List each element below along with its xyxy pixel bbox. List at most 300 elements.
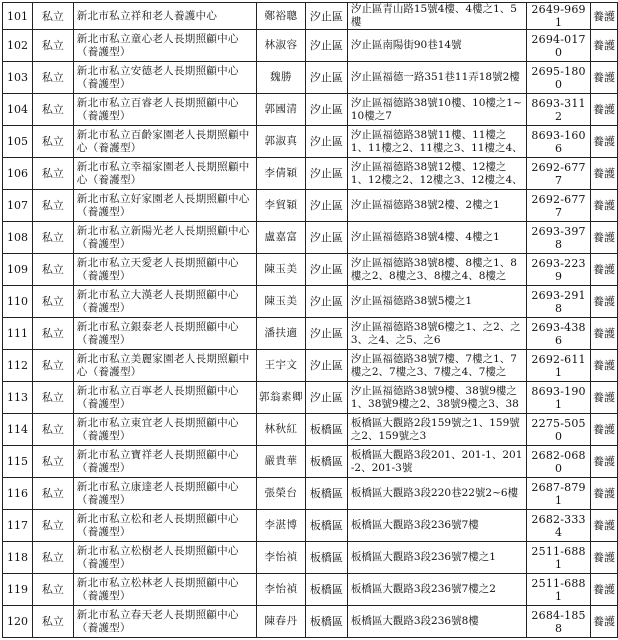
table-row [3,158,618,190]
ownership-type [32,414,73,446]
row-number-text: 116 [6,487,28,500]
care-type [590,158,617,190]
address [347,62,526,94]
ownership-type-text: 私立 [41,327,64,340]
care-type-text: 養護 [592,583,615,596]
row-number [3,478,33,510]
owner-name-text: 李怡禎 [264,583,298,595]
table-row [3,62,618,94]
facility-name [73,446,256,478]
district-text: 汐止區 [309,327,343,340]
ownership-type-text: 私立 [41,583,64,596]
ownership-type-text: 私立 [41,199,64,212]
row-number [3,446,33,478]
phone-number [527,446,591,478]
facility-name [73,382,256,414]
row-number-text: 120 [6,615,28,628]
phone-number-text: 2684-1858 [531,608,586,635]
facility-name-text: 新北市私立祥和老人養護中心 [76,9,218,22]
district-text: 汐止區 [309,231,343,244]
ownership-type [32,158,73,190]
district [305,382,347,414]
district [305,286,347,318]
facility-name-text: 新北市私立松和老人長期照顧中心（養護型） [76,512,239,538]
phone-number-text: 2694-0170 [531,32,586,59]
owner-name [257,3,306,30]
ownership-type-text: 私立 [41,39,64,52]
care-type [590,510,617,542]
row-number-text: 117 [6,519,28,532]
address [347,574,526,606]
row-number [3,62,33,94]
address [347,254,526,286]
row-number-text: 108 [6,231,28,244]
facility-name [73,190,256,222]
ownership-type-text: 私立 [41,487,64,500]
ownership-type-text: 私立 [41,295,64,308]
row-number [3,286,33,318]
address-text: 板橋區大觀路3段236號8樓 [350,615,479,627]
row-number [3,382,33,414]
owner-name-text: 陳春丹 [264,615,298,627]
facility-name [73,478,256,510]
care-type [590,94,617,126]
care-type [590,446,617,478]
district [305,3,347,30]
facility-name-text: 新北市私立天愛老人長期照顧中心（養護型） [76,256,239,282]
ownership-type [32,190,73,222]
phone-number [527,542,591,574]
district-text: 板橋區 [309,455,343,468]
phone-number-text: 2693-2239 [531,256,586,283]
row-number-text: 119 [6,583,28,596]
district [305,542,347,574]
district [305,254,347,286]
address [347,3,526,30]
facility-name [73,574,256,606]
address [347,350,526,382]
row-number [3,574,33,606]
phone-number-text: 2649-9691 [531,3,586,29]
address [347,478,526,510]
care-type-text: 養護 [592,9,615,23]
district-text: 汐止區 [309,199,343,212]
ownership-type [32,30,73,62]
care-type-text: 養護 [592,71,615,84]
ownership-type [32,286,73,318]
row-number-text: 101 [6,9,28,23]
care-type-text: 養護 [592,263,615,276]
ownership-type-text: 私立 [41,551,64,564]
table-row [3,574,618,606]
district [305,606,347,638]
table-row [3,3,618,30]
owner-name [257,222,306,254]
owner-name-text: 潘扶適 [264,327,298,339]
phone-number-text: 2693-4386 [531,320,586,347]
care-type-text: 養護 [592,103,615,116]
owner-name-text: 李怡禎 [264,551,298,563]
address-text: 汐止區南陽街90巷14號 [350,39,462,51]
phone-number [527,318,591,350]
facility-name [73,126,256,158]
district-text: 汐止區 [309,103,343,116]
care-type-text: 養護 [592,199,615,212]
facility-name-text: 新北市私立松樹老人長期照顧中心（養護型） [76,544,239,570]
address [347,158,526,190]
care-type-text: 養護 [592,551,615,564]
owner-name-text: 郭翁素卿 [259,391,304,403]
district [305,414,347,446]
address-text: 汐止區福德路38號2樓、2樓之1 [350,199,500,211]
owner-name-text: 張榮台 [264,487,298,499]
facility-name-text: 新北市私立康達老人長期照顧中心（養護型） [76,480,239,506]
table-row [3,126,618,158]
district [305,222,347,254]
ownership-type [32,382,73,414]
phone-number [527,190,591,222]
address [347,382,526,414]
owner-name [257,574,306,606]
district-text: 汐止區 [309,391,343,404]
table-row [3,478,618,510]
care-type [590,190,617,222]
facility-name [73,30,256,62]
row-number-text: 115 [6,455,28,468]
phone-number-text: 2511-6881 [531,576,586,603]
facility-name [73,254,256,286]
district-text: 板橋區 [309,583,343,596]
district-text: 汐止區 [309,263,343,276]
care-type-text: 養護 [592,359,615,372]
row-number-text: 104 [6,103,28,116]
facility-name [73,62,256,94]
phone-number [527,62,591,94]
care-type [590,3,617,30]
ownership-type-text: 私立 [41,455,64,468]
facility-name [73,158,256,190]
ownership-type [32,3,73,30]
facility-name [73,286,256,318]
owner-name [257,190,306,222]
care-type-text: 養護 [592,391,615,404]
facility-name-text: 新北市私立大漢老人長期照顧中心（養護型） [76,288,239,314]
phone-number [527,158,591,190]
owner-name [257,30,306,62]
ownership-type [32,574,73,606]
facility-name-text: 新北市私立百齡家園老人長期照顧中心（養護型） [76,128,250,154]
ownership-type-text: 私立 [41,167,64,180]
district-text: 板橋區 [309,615,343,628]
district [305,158,347,190]
address-text: 汐止區福德一路351巷11弄18號2樓 [350,71,520,83]
row-number-text: 107 [6,199,28,212]
address [347,30,526,62]
care-type-text: 養護 [592,295,615,308]
phone-number [527,478,591,510]
facility-name [73,606,256,638]
facility-name [73,510,256,542]
owner-name [257,158,306,190]
ownership-type-text: 私立 [41,231,64,244]
row-number-text: 114 [6,423,28,436]
care-type-text: 養護 [592,231,615,244]
phone-number [527,414,591,446]
address-text: 汐止區福德路38號9樓、38號9樓之1、38號9樓之2、38號9樓之3、38 [350,384,519,410]
table-row [3,382,618,414]
owner-name-text: 李湛博 [264,519,298,531]
owner-name [257,350,306,382]
owner-name-text: 鄭裕聰 [264,9,298,22]
facility-name [73,414,256,446]
table-row [3,286,618,318]
row-number [3,254,33,286]
facility-name-text: 新北市私立寶祥老人長期照顧中心（養護型） [76,448,239,474]
district [305,94,347,126]
phone-number-text: 2693-2918 [531,288,586,315]
owner-name-text: 盧嘉富 [264,231,298,243]
ownership-type [32,542,73,574]
care-type-text: 養護 [592,167,615,180]
care-type [590,478,617,510]
ownership-type [32,222,73,254]
address-text: 汐止區福德路38號12樓、12樓之1、12樓之2、12樓之3、12樓之4、 [350,160,523,186]
ownership-type [32,94,73,126]
phone-number-text: 2687-8791 [531,480,586,507]
address [347,446,526,478]
district [305,190,347,222]
row-number-text: 118 [6,551,28,564]
phone-number-text: 2692-6111 [531,352,586,379]
address [347,318,526,350]
care-type-text: 養護 [592,39,615,52]
facility-name-text: 新北市私立百睿老人長期照顧中心（養護型） [76,96,239,122]
ownership-type [32,478,73,510]
row-number [3,126,33,158]
ownership-type [32,510,73,542]
row-number [3,222,33,254]
row-number-text: 102 [6,39,28,52]
table-row [3,254,618,286]
district-text: 汐止區 [309,135,343,148]
ownership-type [32,254,73,286]
owner-name-text: 陳玉美 [264,263,298,275]
phone-number [527,3,591,30]
owner-name [257,542,306,574]
district-text: 汐止區 [309,359,343,372]
row-number-text: 113 [6,391,28,404]
district-text: 汐止區 [309,9,343,23]
district [305,510,347,542]
phone-number-text: 2692-6777 [531,192,586,219]
facility-name-text: 新北市私立銀泰老人長期照顧中心（養護型） [76,320,239,346]
facility-name-text: 新北市私立百寧老人長期照顧中心（養護型） [76,384,239,410]
row-number-text: 106 [6,167,28,180]
row-number [3,94,33,126]
address-text: 汐止區福德路38號10樓、10樓之1~10樓之7 [350,96,522,122]
phone-number-text: 2275-5050 [531,416,586,443]
owner-name [257,254,306,286]
table-row [3,510,618,542]
row-number-text: 109 [6,263,28,276]
district-text: 汐止區 [309,295,343,308]
address-text: 汐止區福德路38號5樓之1 [350,295,473,307]
address-text: 板橋區大觀路3段220巷22號2~6樓 [350,487,519,499]
address [347,542,526,574]
row-number [3,30,33,62]
facility-name-text: 新北市私立好家園老人長期照顧中心（養護型） [76,192,250,218]
phone-number-text: 2511-6881 [531,544,586,571]
care-type [590,382,617,414]
address-text: 汐止區福德路38號6樓之1、之2、之3、之4、之5、之6 [350,320,521,346]
facility-name [73,542,256,574]
phone-number-text: 2695-1800 [531,64,586,91]
care-type [590,30,617,62]
address [347,222,526,254]
owner-name [257,414,306,446]
phone-number-text: 2682-0680 [531,448,586,475]
ownership-type-text: 私立 [41,9,64,23]
owner-name [257,510,306,542]
phone-number [527,350,591,382]
facility-name-text: 新北市私立童心老人長期照顧中心（養護型） [76,32,239,58]
ownership-type-text: 私立 [41,391,64,404]
care-type [590,414,617,446]
owner-name [257,318,306,350]
care-type-text: 養護 [592,519,615,532]
owner-name-text: 林秋紅 [264,423,298,435]
care-type [590,126,617,158]
care-type [590,542,617,574]
address-text: 汐止區福德路38號4樓、4樓之1 [350,231,500,243]
row-number [3,158,33,190]
district [305,478,347,510]
address [347,510,526,542]
care-type-text: 養護 [592,423,615,436]
phone-number [527,222,591,254]
table-body [3,3,618,638]
care-type [590,574,617,606]
address [347,190,526,222]
table-row [3,606,618,638]
address-text: 板橋區大觀路3段236號7樓之2 [350,583,496,595]
row-number-text: 103 [6,71,28,84]
owner-name-text: 李倩穎 [264,167,298,179]
care-type [590,350,617,382]
table-row [3,350,618,382]
owner-name-text: 陳玉美 [264,295,298,307]
owner-name [257,94,306,126]
owner-name [257,446,306,478]
phone-number [527,94,591,126]
address-text: 板橋區大觀路3段201、201-1、201-2、201-3號 [350,448,523,474]
row-number [3,606,33,638]
table-row [3,542,618,574]
phone-number [527,574,591,606]
district-text: 汐止區 [309,71,343,84]
owner-name-text: 魏勝 [270,71,293,83]
district-text: 板橋區 [309,519,343,532]
ownership-type-text: 私立 [41,359,64,372]
facility-name-text: 新北市私立美麗家園老人長期照顧中心（養護型） [76,352,250,378]
district [305,62,347,94]
facility-table [2,2,618,638]
table-row [3,318,618,350]
facility-name-text: 新北市私立幸福家園老人長期照顧中心（養護型） [76,160,250,186]
ownership-type-text: 私立 [41,423,64,436]
address-text: 汐止區福德路38號7樓、7樓之1、7樓之2、7樓之3、7樓之4、7樓之 [350,352,517,378]
district-text: 汐止區 [309,167,343,180]
phone-number [527,30,591,62]
facility-name-text: 新北市私立東宜老人長期照顧中心（養護型） [76,416,239,442]
care-type-text: 養護 [592,327,615,340]
phone-number-text: 2692-6777 [531,160,586,187]
address-text: 板橋區大觀路2段159號之1、159號之2、159號之3 [350,416,520,442]
care-type-text: 養護 [592,615,615,628]
phone-number [527,254,591,286]
care-type [590,254,617,286]
care-type-text: 養護 [592,487,615,500]
table-row [3,414,618,446]
owner-name-text: 郭淑真 [264,135,298,147]
care-type [590,286,617,318]
facility-name [73,3,256,30]
row-number-text: 105 [6,135,28,148]
district [305,350,347,382]
facility-name [73,318,256,350]
row-number-text: 111 [6,327,28,340]
owner-name-text: 嚴貴華 [264,455,298,467]
facility-name-text: 新北市私立春天老人長期照顧中心（養護型） [76,608,239,634]
owner-name-text: 郭國清 [264,103,298,115]
row-number [3,3,33,30]
address-text: 板橋區大觀路3段236號7樓之1 [350,551,496,563]
ownership-type-text: 私立 [41,103,64,116]
phone-number-text: 8693-1901 [531,384,586,411]
phone-number [527,606,591,638]
owner-name [257,382,306,414]
address [347,126,526,158]
facility-name [73,350,256,382]
owner-name [257,62,306,94]
row-number-text: 112 [6,359,28,372]
facility-name-text: 新北市私立安德老人長期照顧中心（養護型） [76,64,239,90]
row-number-text: 110 [6,295,28,308]
owner-name [257,286,306,318]
owner-name [257,126,306,158]
owner-name [257,478,306,510]
address [347,414,526,446]
district [305,574,347,606]
district-text: 板橋區 [309,423,343,436]
facility-name [73,94,256,126]
table-row [3,190,618,222]
ownership-type [32,350,73,382]
district-text: 板橋區 [309,551,343,564]
district [305,126,347,158]
owner-name-text: 李貿穎 [264,199,298,211]
facility-name-text: 新北市私立新陽光老人長期照顧中心（養護型） [76,224,250,250]
care-type-text: 養護 [592,135,615,148]
owner-name-text: 王宇文 [264,359,298,371]
address-text: 板橋區大觀路3段236號7樓 [350,519,479,531]
row-number [3,190,33,222]
owner-name [257,606,306,638]
ownership-type [32,62,73,94]
ownership-type [32,446,73,478]
district [305,318,347,350]
row-number [3,350,33,382]
